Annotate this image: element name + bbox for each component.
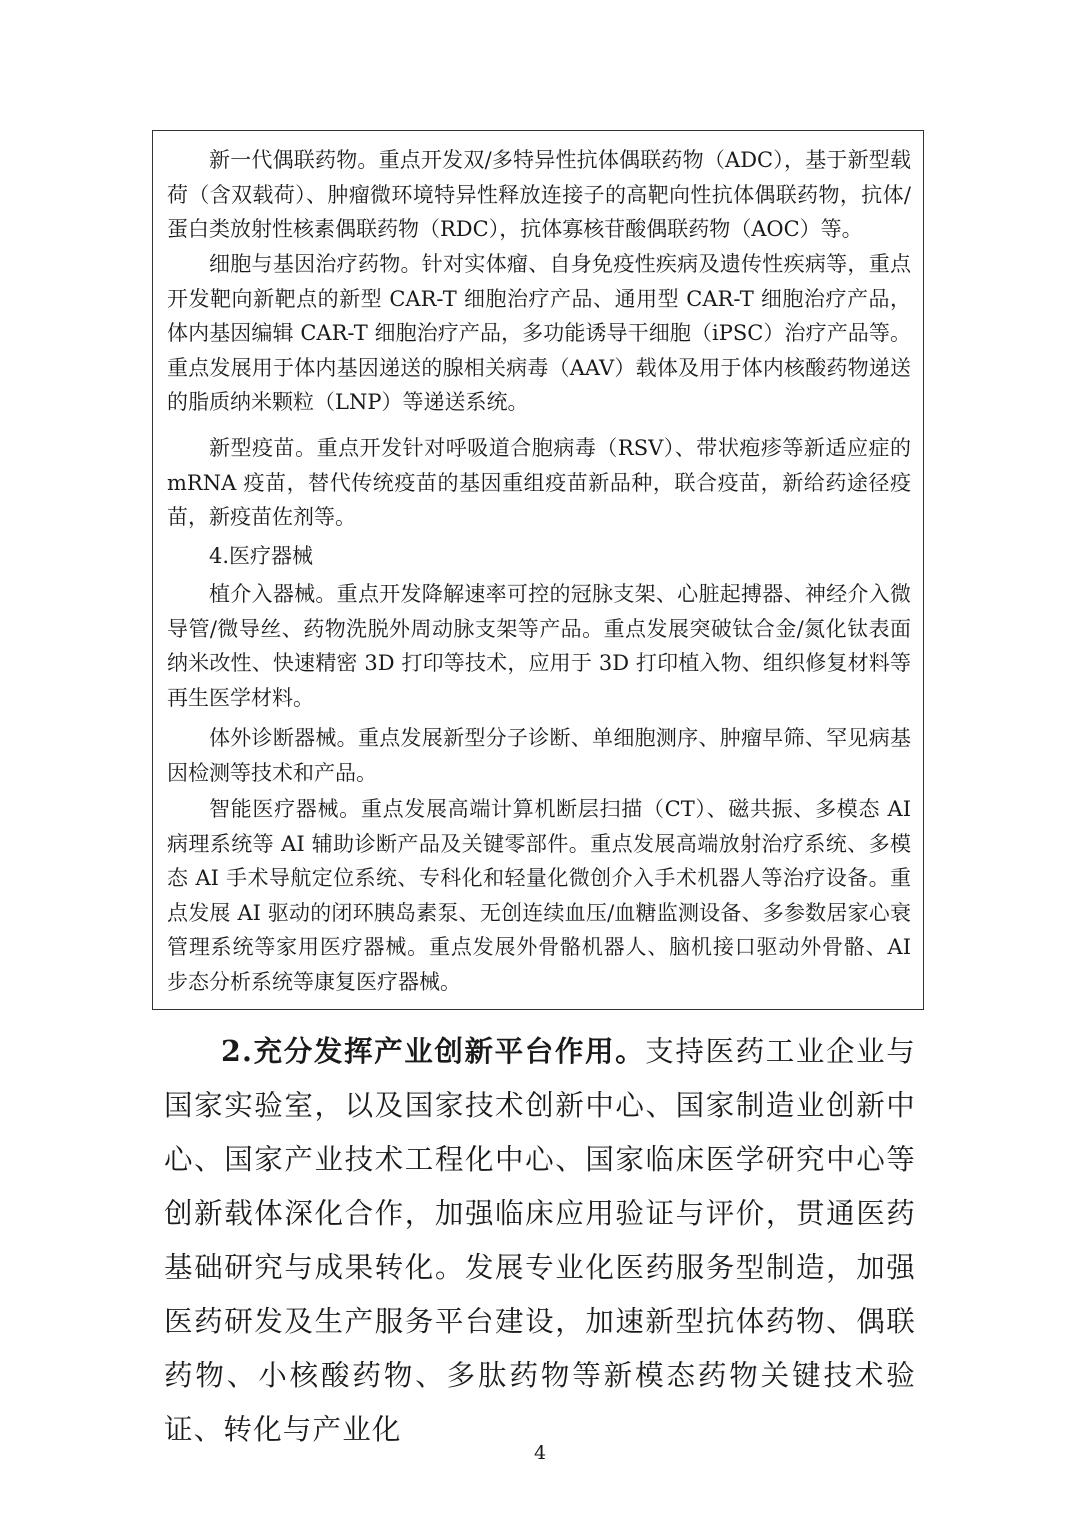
paragraph-smart-devices: 智能医疗器械。重点发展高端计算机断层扫描（CT）、磁共振、多模态 AI 病理系统等 AI 辅助诊断产品及关键零部件。重点发展高端放射治疗系统、多模态 AI 手术导航定位系统、专科化和轻量化微创介入手术机器人等治疗设备。重点发展 AI 驱动的闭环胰岛素泵、无创连续血压/血糖监测设备、多参数居家心衰管理系统等家用医疗器械。重点发展外骨骼机器人、脑机接口驱动外骨骼、AI 步态分析系统等康复医疗器械。 bbox=[167, 797, 911, 994]
paragraph-conjugate-drugs: 新一代偶联药物。重点开发双/多特异性抗体偶联药物（ADC），基于新型载荷（含双载荷）、肿瘤微环境特异性释放连接子的高靶向性抗体偶联药物，抗体/蛋白类放射性核素偶联药物（RDC），抗体寡核苷酸偶联药物（AOC）等。 bbox=[167, 148, 911, 241]
content-box bbox=[152, 130, 924, 1010]
main-paragraph bbox=[164, 1024, 916, 1457]
section-heading-medical-devices: 4.医疗器械 bbox=[209, 544, 314, 568]
paragraph-cell-gene-therapy: 细胞与基因治疗药物。针对实体瘤、自身免疫性疾病及遗传性疾病等，重点开发靶向新靶点的新型 CAR-T 细胞治疗产品、通用型 CAR-T 细胞治疗产品，体内基因编辑 CAR-T 细胞治疗产品，多功能诱导干细胞（iPSC）治疗产品等。重点发展用于体内基因递送的腺相关病毒（AAV）载体及用于体内核酸药物递送的脂质纳米颗粒（LNP）等递送系统。 bbox=[167, 252, 911, 414]
paragraph-implant-devices: 植介入器械。重点开发降解速率可控的冠脉支架、心脏起搏器、神经介入微导管/微导丝、药物洗脱外周动脉支架等产品。重点发展突破钛合金/氮化钛表面纳米改性、快速精密 3D 打印等技术，应用于 3D 打印植入物、组织修复材料等再生医学材料。 bbox=[167, 582, 911, 710]
paragraph-ivd-devices: 体外诊断器械。重点发展新型分子诊断、单细胞测序、肿瘤早筛、罕见病基因检测等技术和产品。 bbox=[167, 726, 911, 785]
main-heading: 2.充分发挥产业创新平台作用。 bbox=[221, 1034, 646, 1068]
paragraph-new-vaccines: 新型疫苗。重点开发针对呼吸道合胞病毒（RSV）、带状疱疹等新适应症的 mRNA 疫苗，替代传统疫苗的基因重组疫苗新品种，联合疫苗，新给药途径疫苗，新疫苗佐剂等。 bbox=[167, 436, 911, 529]
main-text: 支持医药工业企业与国家实验室，以及国家技术创新中心、国家制造业创新中心、国家产业技术工程化中心、国家临床医学研究中心等创新载体深化合作，加强临床应用验证与评价，贯通医药基础研究与成果转化。发展专业化医药服务型制造，加强医药研发及生产服务平台建设，加速新型抗体药物、偶联药物、小核酸药物、多肽药物等新模态药物关键技术验证、转化与产业化 bbox=[164, 1035, 916, 1446]
page-number: 4 bbox=[533, 1442, 547, 1464]
